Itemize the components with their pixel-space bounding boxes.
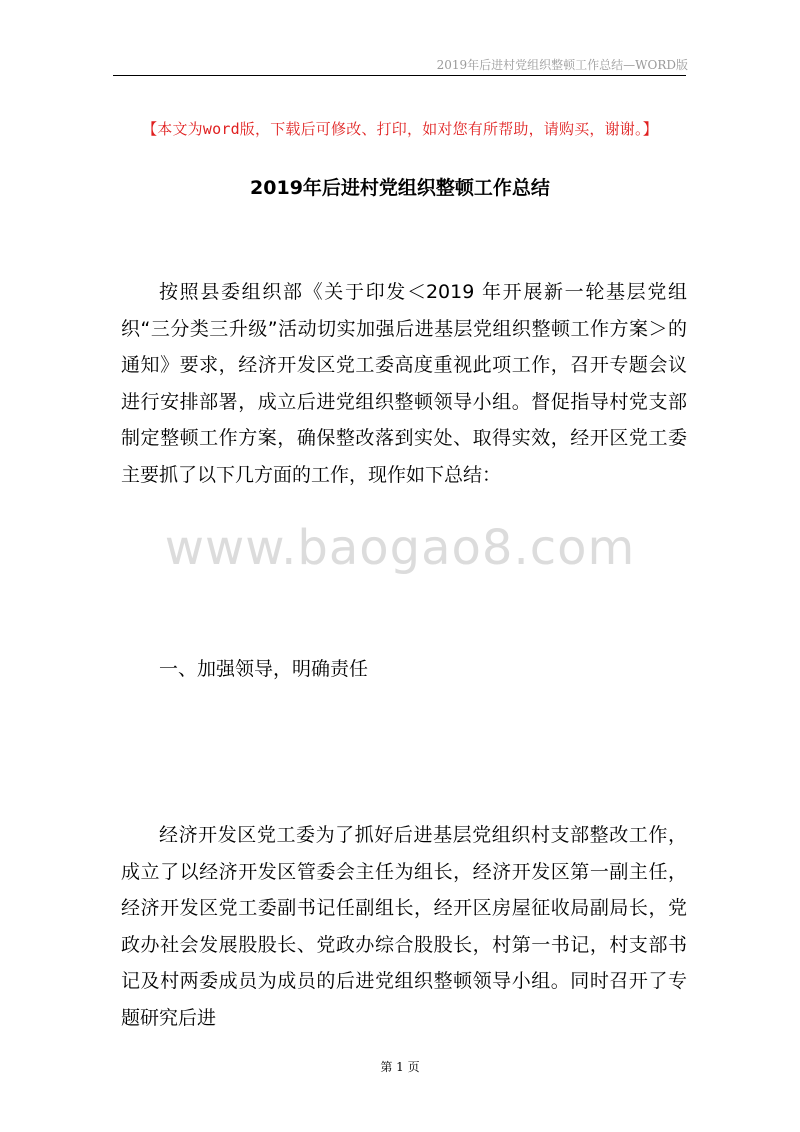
header-divider	[113, 75, 686, 76]
site-watermark: www.baogao8.com	[164, 520, 636, 576]
section-heading-1: 一、加强领导，明确责任	[159, 658, 369, 680]
purchase-notice: 【本文为word版，下载后可修改、打印，如对您有所帮助，请购买，谢谢。】	[142, 120, 658, 138]
running-header: 2019年后进村党组织整顿工作总结—WORD版	[436, 58, 688, 72]
document-title: 2019年后进村党组织整顿工作总结	[250, 177, 550, 199]
intro-paragraph: 按照县委组织部《关于印发＜2019 年开展新一轮基层党组织“三分类三升级”活动切实加强后进基层党组织整顿工作方案＞的通知》要求，经济开发区党工委高度重视此项工作，召开专题会议进行安排部署，成立后进党组织整顿领导小组。督促指导村党支部制定整顿工作方案，确保整改落到实处、取得实效，经开区党工委主要抓了以下几方面的工作，现作如下总结：	[121, 281, 687, 486]
page-number: 第 1 页	[380, 1060, 420, 1074]
body-paragraph: 经济开发区党工委为了抓好后进基层党组织村支部整改工作，成立了以经济开发区管委会主任为组长，经济开发区第一副主任，经济开发区党工委副书记任副组长，经开区房屋征收局副局长，党政办社会发展股股长、党政办综合股股长，村第一书记，村支部书记及村两委成员为成员的后进党组织整顿领导小组。同时召开了专题研究后进	[121, 824, 687, 1029]
